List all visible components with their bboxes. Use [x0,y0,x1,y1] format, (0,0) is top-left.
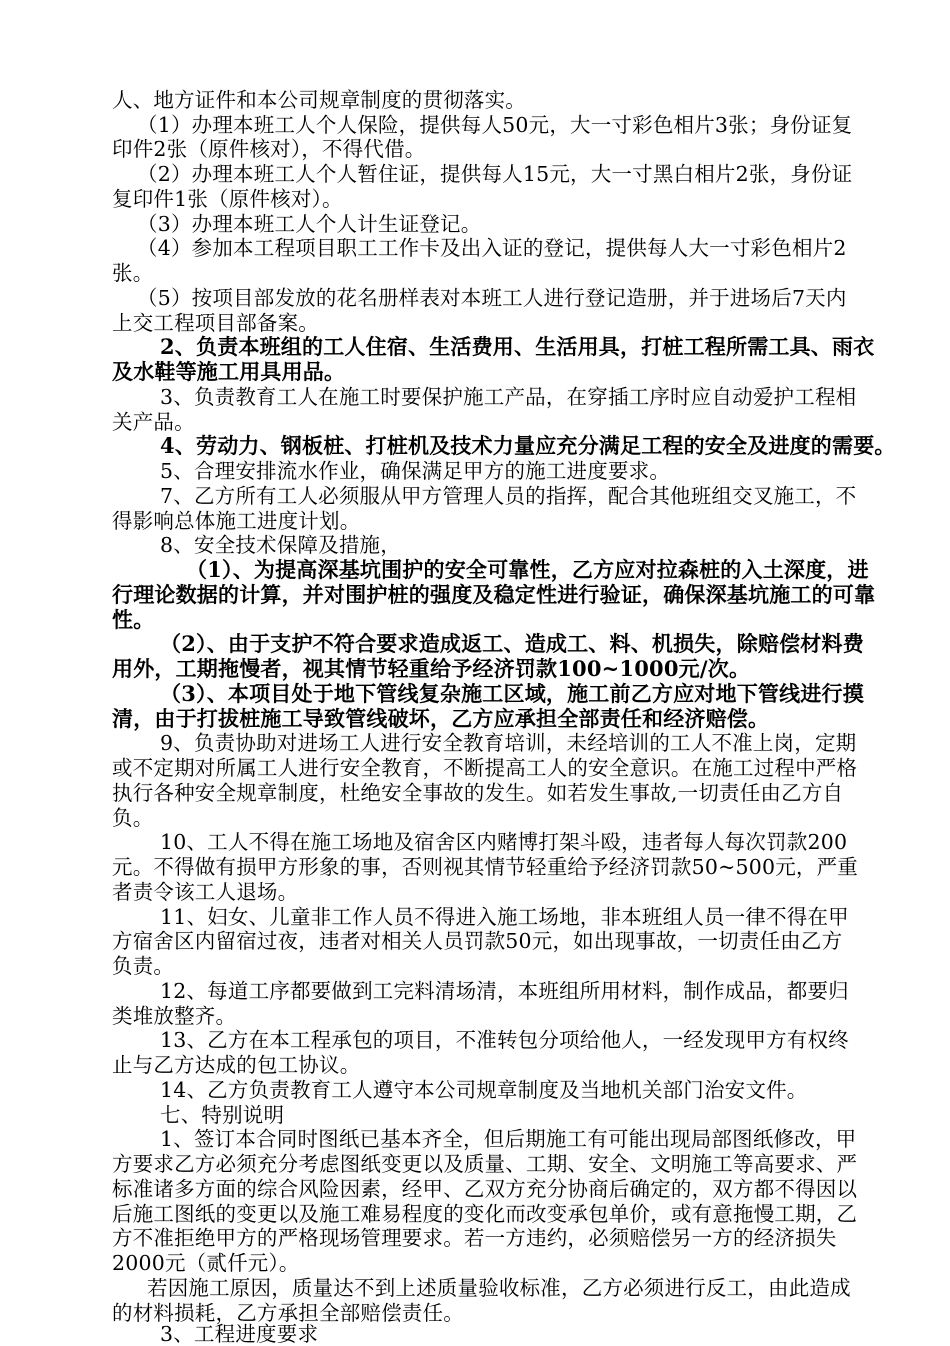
paragraph-line-bold: 清，由于打拔桩施工导致管线破坏，乙方应承担全部责任和经济赔偿。 [112,706,770,731]
paragraph-line: 14、乙方负责教育工人遵守本公司规章制度及当地机关部门治安文件。 [160,1078,808,1102]
paragraph-line: 的材料损耗，乙方承担全部赔偿责任。 [112,1301,464,1325]
paragraph-line: 标准诸多方面的综合风险因素，经甲、乙双方充分协商后确定的，双方都不得因以 [112,1177,858,1201]
paragraph-line: 10、工人不得在施工场地及宿舍区内赌博打架斗殴，违者每人每次罚款200 [160,830,848,854]
paragraph-line: 后施工图纸的变更以及施工难易程度的变化而改变承包单价，或有意拖慢工期，乙 [112,1202,858,1226]
paragraph-line-bold: （2）、由于支护不符合要求造成返工、造成工、料、机损失，除赔偿材料费 [160,631,864,656]
paragraph-line: 止与乙方达成的包工协议。 [112,1053,361,1077]
paragraph-line: 8、安全技术保障及措施， [160,533,401,557]
paragraph-line-bold: （1）、为提高深基坑围护的安全可靠性，乙方应对拉森桩的入土深度，进 [186,557,869,582]
section-heading: 七、特别说明 [160,1103,285,1127]
paragraph-line: 3、负责教育工人在施工时要保护施工产品，在穿插工序时应自动爱护工程相 [160,385,857,409]
paragraph-line: 者责令该工人退场。 [112,880,299,904]
paragraph-line-bold: 及水鞋等施工用具用品。 [112,359,346,384]
paragraph-line-bold: 行理论数据的计算，并对围护桩的强度及稳定性进行验证，确保深基坑施工的可靠 [112,582,876,607]
paragraph-line: 12、每道工序都要做到工完料清场清，本班组所用材料，制作成品，都要归 [160,979,849,1003]
paragraph-line: 元。不得做有损甲方形象的事，否则视其情节轻重给予经济罚款50~500元，严重 [112,855,858,879]
paragraph-line: 类堆放整齐。 [112,1004,237,1028]
paragraph-line: 方要求乙方必须充分考虑图纸变更以及质量、工期、安全、文明施工等高要求、严 [112,1152,858,1176]
paragraph-line: 上交工程项目部备案。 [112,311,319,335]
paragraph-line: 或不定期对所属工人进行安全教育，不断提高工人的安全意识。在施工过程中严格 [112,756,858,780]
paragraph-line: 方不准拒绝甲方的严格现场管理要求。若一方违约，必须赔偿另一方的经济损失 [112,1226,837,1250]
paragraph-line: 张。 [112,261,154,285]
paragraph-line-bold: （3）、本项目处于地下管线复杂施工区域，施工前乙方应对地下管线进行摸 [160,681,864,706]
paragraph-line: 人、地方证件和本公司规章制度的贯彻落实。 [112,88,526,112]
paragraph-line: 复印件1张（原件核对）。 [112,187,343,211]
paragraph-line: 9、负责协助对进场工人进行安全教育培训，未经培训的工人不准上岗，定期 [160,731,857,755]
paragraph-line: 2000元（贰仟元）。 [112,1251,300,1275]
paragraph-line: （5）按项目部发放的花名册样表对本班工人进行登记造册，并于进场后7天内 [137,286,847,310]
paragraph-line: （3）办理本班工人个人计生证登记。 [137,212,482,236]
paragraph-line: 负。 [112,806,154,830]
paragraph-line: （4）参加本工程项目职工工作卡及出入证的登记，提供每人大一寸彩色相片2 [137,236,847,260]
paragraph-line: 执行各种安全规章制度，杜绝安全事故的发生。如若发生事故,一切责任由乙方自 [112,781,844,805]
paragraph-line: 5、合理安排流水作业，确保满足甲方的施工进度要求。 [160,459,671,483]
paragraph-line: 方宿舍区内留宿过夜，违者对相关人员罚款50元，如出现事故，一切责任由乙方 [112,929,843,953]
paragraph-line: 1、签订本合同时图纸已基本齐全，但后期施工有可能出现局部图纸修改，甲 [160,1127,857,1151]
paragraph-line: 负责。 [112,954,175,978]
paragraph-line-bold: 用外，工期拖慢者，视其情节轻重给予经济罚款100~1000元/次。 [112,656,751,681]
paragraph-line: 11、妇女、儿童非工作人员不得进入施工场地，非本班组人员一律不得在甲 [160,905,849,929]
paragraph-line: 印件2张（原件核对），不得代借。 [112,137,426,161]
paragraph-line: （2）办理本班工人个人暂住证，提供每人15元，大一寸黑白相片2张，身份证 [137,162,853,186]
paragraph-line: 13、乙方在本工程承包的项目，不准转包分项给他人，一经发现甲方有权终 [160,1028,849,1052]
paragraph-line: 得影响总体施工进度计划。 [112,509,361,533]
paragraph-line-bold: 4、劳动力、钢板桩、打桩机及技术力量应充分满足工程的安全及进度的需要。 [160,433,896,458]
paragraph-line: （1）办理本班工人个人保险，提供每人50元，大一寸彩色相片3张；身份证复 [137,113,853,137]
paragraph-line: 若因施工原因，质量达不到上述质量验收标准，乙方必须进行反工，由此造成 [147,1276,851,1300]
paragraph-line-bold: 性。 [112,607,155,632]
paragraph-line: 关产品。 [112,410,195,434]
section-heading: 3、工程进度要求 [160,1322,319,1346]
paragraph-line-bold: 2、负责本班组的工人住宿、生活费用、生活用具，打桩工程所需工具、雨衣 [160,334,875,359]
paragraph-line: 7、乙方所有工人必须服从甲方管理人员的指挥，配合其他班组交叉施工，不 [160,484,857,508]
